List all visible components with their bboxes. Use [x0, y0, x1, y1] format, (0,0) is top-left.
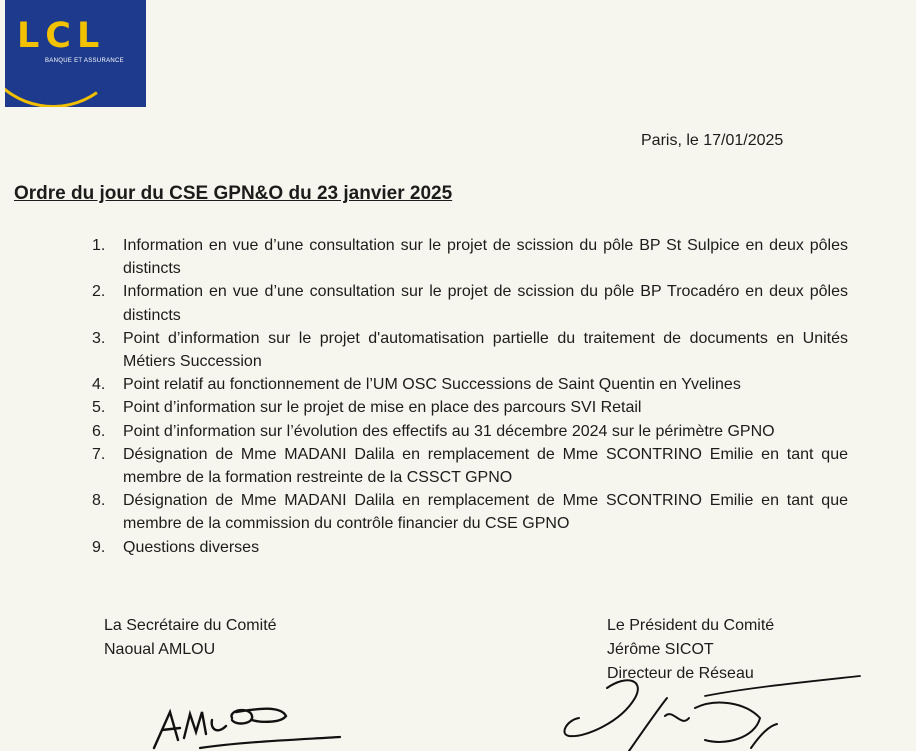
agenda-item-text: Point d’information sur l’évolution des effectifs au 31 décembre 2024 sur le périmètre GPNO	[123, 422, 775, 440]
agenda-item	[92, 396, 848, 419]
secretary-block	[104, 614, 277, 662]
secretary-name: Naoual AMLOU	[104, 641, 216, 658]
agenda-item-text: Information en vue d’une consultation sur le projet de scission du pôle BP St Sulpice en deux pôles distincts	[123, 237, 848, 278]
secretary-signature	[140, 690, 350, 751]
agenda-item-number: 7.	[92, 445, 106, 463]
agenda-item	[92, 536, 848, 559]
agenda-item-text: Information en vue d’une consultation sur le projet de scission du pôle BP Trocadéro en deux pôles distincts	[123, 283, 848, 324]
agenda-item-number: 2.	[92, 283, 106, 301]
agenda-item-number: 8.	[92, 492, 106, 510]
secretary-role: La Secrétaire du Comité	[104, 617, 277, 634]
agenda-item-text: Point d’information sur le projet de mise en place des parcours SVI Retail	[123, 399, 642, 417]
agenda-item	[92, 234, 848, 280]
president-position: Directeur de Réseau	[607, 665, 754, 682]
agenda-item-number: 1.	[92, 237, 106, 254]
agenda-item	[92, 373, 848, 396]
lcl-logo	[5, 0, 146, 107]
date-line: Paris, le 17/01/2025	[641, 132, 784, 149]
agenda-item	[92, 443, 848, 489]
agenda-item-number: 3.	[92, 329, 106, 347]
agenda-item	[92, 327, 848, 373]
agenda-item	[92, 420, 848, 443]
agenda-item	[92, 489, 848, 535]
agenda-item-number: 6.	[92, 422, 106, 440]
agenda-item-text: Désignation de Mme MADANI Dalila en remplacement de Mme SCONTRINO Emilie en tant que membre de la formation restreinte de la CSSCT GPNO	[123, 445, 848, 487]
president-role: Le Président du Comité	[607, 617, 775, 634]
president-name: Jérôme SICOT	[607, 641, 714, 658]
logo-tagline: BANQUE ET ASSURANCE	[45, 58, 124, 64]
president-signature	[555, 668, 865, 751]
logo-brand: LCL	[17, 16, 106, 56]
agenda-item	[92, 280, 848, 326]
document-title: Ordre du jour du CSE GPN&O du 23 janvier 2025	[14, 183, 453, 204]
agenda-item-number: 5.	[92, 399, 106, 417]
agenda-item-text: Questions diverses	[123, 538, 260, 556]
agenda-item-text: Point d’information sur le projet d'automatisation partielle du traitement de documents en Unités Métiers Succession	[123, 329, 848, 371]
agenda-item-text: Point relatif au fonctionnement de l’UM OSC Successions de Saint Quentin en Yvelines	[123, 376, 741, 394]
agenda-list	[92, 234, 848, 559]
agenda-item-number: 9.	[92, 538, 106, 556]
agenda-item-text: Désignation de Mme MADANI Dalila en remplacement de Mme SCONTRINO Emilie en tant que membre de la commission du contrôle financier du CSE GPNO	[123, 492, 848, 533]
agenda-item-number: 4.	[92, 376, 106, 394]
